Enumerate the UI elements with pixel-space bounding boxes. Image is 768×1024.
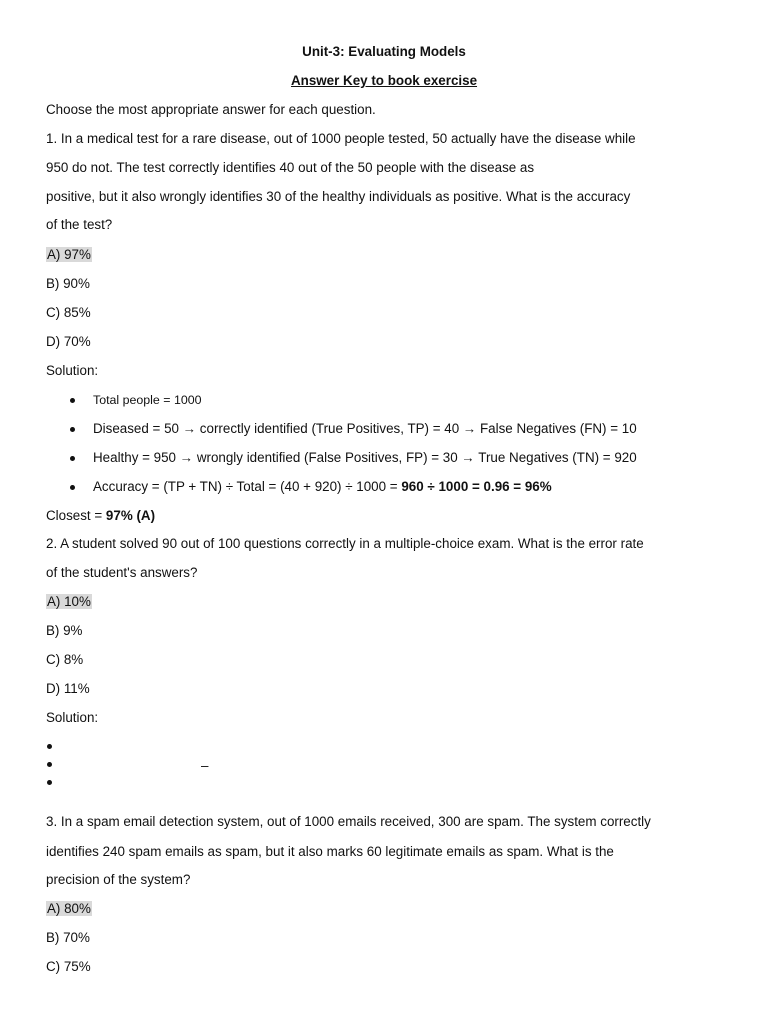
q3-option-a [46, 900, 92, 918]
bullet-dot [47, 744, 52, 749]
q3-option-b: B) 70% [46, 930, 90, 945]
instruction-text: Choose the most appropriate answer for each question. [46, 102, 376, 117]
q1-option-a [46, 246, 92, 264]
q2-option-c: C) 8% [46, 652, 84, 667]
q1-option-d: D) 70% [46, 334, 91, 349]
q3-option-a-text: A) 80% [47, 901, 91, 916]
q1-bullet-4-result: 960 ÷ 1000 = 0.96 = 96% [401, 479, 552, 494]
q2-dash: – [201, 758, 209, 773]
q2-solution-label: Solution: [46, 710, 99, 725]
q1-option-c: C) 85% [46, 305, 91, 320]
q1-bullet-3: Healthy = 950 → wrongly identified (False Positives, FP) = 30 → True Negatives (TN) = 920 [93, 450, 637, 465]
bullet-dot [70, 427, 75, 432]
q1-closest [46, 507, 155, 525]
q2-option-a [46, 593, 92, 611]
q3-option-c: C) 75% [46, 959, 91, 974]
q3-line-2: identifies 240 spam emails as spam, but it also marks 60 legitimate emails as spam. What is the [46, 844, 614, 859]
page-title: Unit-3: Evaluating Models [302, 44, 466, 59]
page-subtitle [0, 72, 768, 90]
bullet-dot [70, 485, 75, 490]
q2-option-d: D) 11% [46, 681, 90, 696]
q2-option-a-text: A) 10% [47, 594, 91, 609]
q1-bullet-4 [93, 478, 552, 496]
q1-solution-label: Solution: [46, 363, 99, 378]
bullet-dot [47, 762, 52, 767]
q1-bullet-1: Total people = 1000 [93, 393, 202, 407]
q3-line-1: 3. In a spam email detection system, out of 1000 emails received, 300 are spam. The system correctly [46, 814, 651, 829]
q1-closest-answer: 97% (A) [105, 508, 156, 523]
q1-line-2: 950 do not. The test correctly identifies 40 out of the 50 people with the disease as [46, 160, 535, 175]
q2-option-b: B) 9% [46, 623, 83, 638]
q1-closest-label: Closest = [46, 508, 106, 523]
q1-option-b: B) 90% [46, 276, 90, 291]
bullet-dot [70, 456, 75, 461]
subtitle-text: Answer Key to book exercise [290, 73, 478, 88]
q1-bullet-4-text: Accuracy = (TP + TN) ÷ Total = (40 + 920) ÷ 1000 = [93, 479, 402, 494]
q1-line-1: 1. In a medical test for a rare disease, out of 1000 people tested, 50 actually have the disease while [46, 131, 636, 146]
bullet-dot [47, 780, 52, 785]
q2-line-1: 2. A student solved 90 out of 100 questions correctly in a multiple-choice exam. What is the error rate [46, 536, 644, 551]
q1-line-3: positive, but it also wrongly identifies 30 of the healthy individuals as positive. What is the accuracy [46, 189, 631, 204]
q1-line-4: of the test? [46, 217, 113, 232]
q1-bullet-2: Diseased = 50 → correctly identified (True Positives, TP) = 40 → False Negatives (FN) = 10 [93, 421, 637, 436]
q2-line-2: of the student's answers? [46, 565, 198, 580]
bullet-dot [70, 398, 75, 403]
q3-line-3: precision of the system? [46, 872, 191, 887]
q1-option-a-text: A) 97% [47, 247, 91, 262]
